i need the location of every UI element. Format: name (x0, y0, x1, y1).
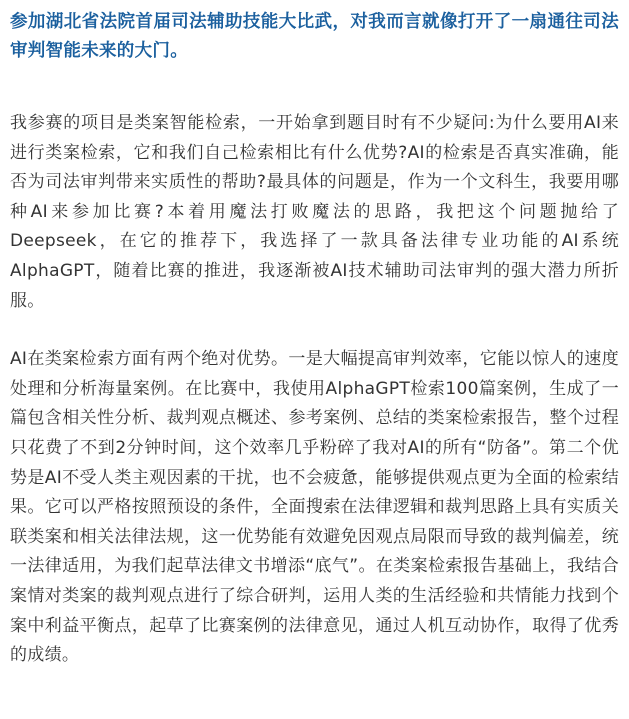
paragraph-spacer (10, 66, 619, 109)
article-headline: 参加湖北省法院首届司法辅助技能大比武，对我而言就像打开了一扇通往司法审判智能未来的大门。 (10, 12, 619, 61)
paragraph-spacer (10, 316, 619, 345)
article-paragraph-1: 我参赛的项目是类案智能检索，一开始拿到题目时有不少疑问:为什么要用AI来进行类案检索，它和我们自己检索相比有什么优势?AI的检索是否真实准确，能否为司法审判带来实质性的帮助?最具体的问题是，作为一个文科生，我要用哪种AI来参加比赛?本着用魔法打败魔法的思路，我把这个问题抛给了Deepseek，在它的推荐下，我选择了一款具备法律专业功能的AI系统AlphaGPT，随着比赛的推进，我逐渐被AI技术辅助司法审判的强大潜力所折服。 (10, 113, 619, 311)
article-paragraph-2: AI在类案检索方面有两个绝对优势。一是大幅提高审判效率，它能以惊人的速度处理和分析海量案例。在比赛中，我使用AlphaGPT检索100篇案例，生成了一篇包含相关性分析、裁判观点概述、参考案例、总结的类案检索报告，整个过程只花费了不到2分钟时间，这个效率几乎粉碎了我对AI的所有“防备”。第二个优势是AI不受人类主观因素的干扰，也不会疲惫，能够提供观点更为全面的检索结果。它可以严格按照预设的条件，全面搜索在法律逻辑和裁判思路上具有实质关联类案和相关法律法规，这一优势能有效避免因观点局限而导致的裁判偏差，统一法律适用，为我们起草法律文书增添“底气”。在类案检索报告基础上，我结合案情对类案的裁判观点进行了综合研判，运用人类的生活经验和共情能力找到个案中利益平衡点，起草了比赛案例的法律意见，通过人机互动协作，取得了优秀的成绩。 (10, 349, 619, 666)
